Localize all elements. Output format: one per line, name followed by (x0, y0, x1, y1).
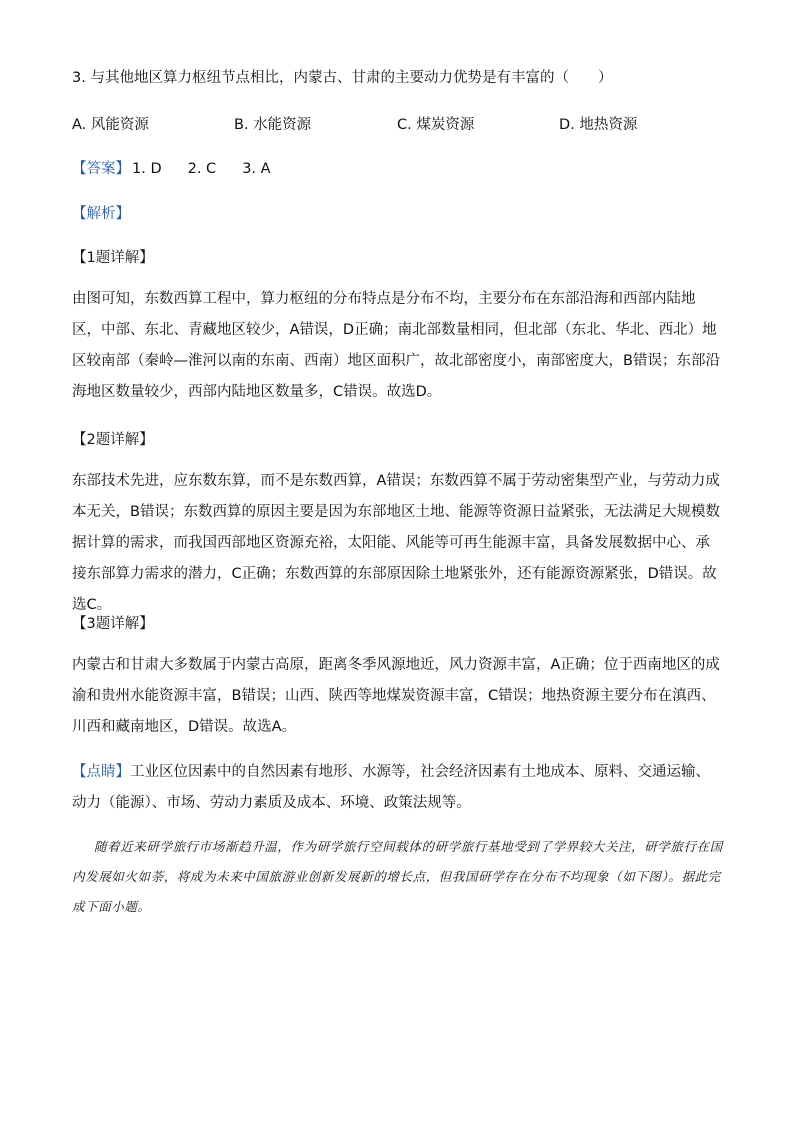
question-3-stem: 3. 与其他地区算力枢纽节点相比，内蒙古、甘肃的主要动力优势是有丰富的（ ） (72, 70, 613, 86)
option-d: D. 地热资源 (559, 117, 638, 133)
next-passage-text: 随着近来研学旅行市场渐趋升温，作为研学旅行空间载体的研学旅行基地受到了学界较大关注，研学旅行在国内发展如火如荼，将成为未来中国旅游业创新发展新的增长点，但我国研学存在分布不均现象（如下图）。据此完成下面小题。 (72, 839, 723, 914)
answer-tag: 【答案】 (72, 161, 130, 177)
option-a: A. 风能资源 (72, 117, 149, 133)
detail-2-tag: 【2题详解】 (72, 432, 154, 448)
answer-item-3: 3. A (242, 161, 271, 177)
answer-item-2: 2. C (187, 161, 217, 177)
option-c: C. 煤炭资源 (397, 117, 475, 133)
detail-1-tag: 【1题详解】 (72, 250, 154, 266)
highlight-tag: 【点睛】 (72, 764, 130, 780)
answer-item-1: 1. D (132, 161, 162, 177)
detail-3-tag: 【3题详解】 (72, 616, 154, 632)
highlight-text: 工业区位因素中的自然因素有地形、水源等，社会经济因素有土地成本、原料、交通运输、动力（能源）、市场、劳动力素质及成本、环境、政策法规等。 (72, 764, 710, 811)
answer-line (72, 157, 271, 178)
analysis-tag: 【解析】 (72, 206, 130, 222)
highlight-paragraph (72, 757, 722, 819)
detail-1-text: 由图可知，东数西算工程中，算力枢纽的分布特点是分布不均，主要分布在东部沿海和西部内陆地区，中部、东北、青藏地区较少，A错误，D正确；南北部数量相同，但北部（东北、华北、西北）地区较南部（秦岭—淮河以南的东南、西南）地区面积广，故北部密度小，南部密度大，B错误；东部沿海地区数量较少，西部内陆地区数量多，C错误。故选D。 (72, 291, 720, 400)
detail-3-text: 内蒙古和甘肃大多数属于内蒙古高原，距离冬季风源地近，风力资源丰富，A正确；位于西南地区的成渝和贵州水能资源丰富，B错误；山西、陕西等地煤炭资源丰富，C错误；地热资源主要分布在滇西、川西和藏南地区，D错误。故选A。 (72, 657, 720, 735)
option-b: B. 水能资源 (234, 117, 312, 133)
detail-2-text: 东部技术先进，应东数东算，而不是东数西算，A错误；东数西算不属于劳动密集型产业，与劳动力成本无关，B错误；东数西算的原因主要是因为东部地区土地、能源等资源日益紧张，无法满足大规模数据计算的需求，而我国西部地区资源充裕，太阳能、风能等可再生能源丰富，具备发展数据中心、承接东部算力需求的潜力，C正确；东数西算的东部原因除土地紧张外，还有能源资源紧张，D错误。故选C。 (72, 473, 720, 613)
